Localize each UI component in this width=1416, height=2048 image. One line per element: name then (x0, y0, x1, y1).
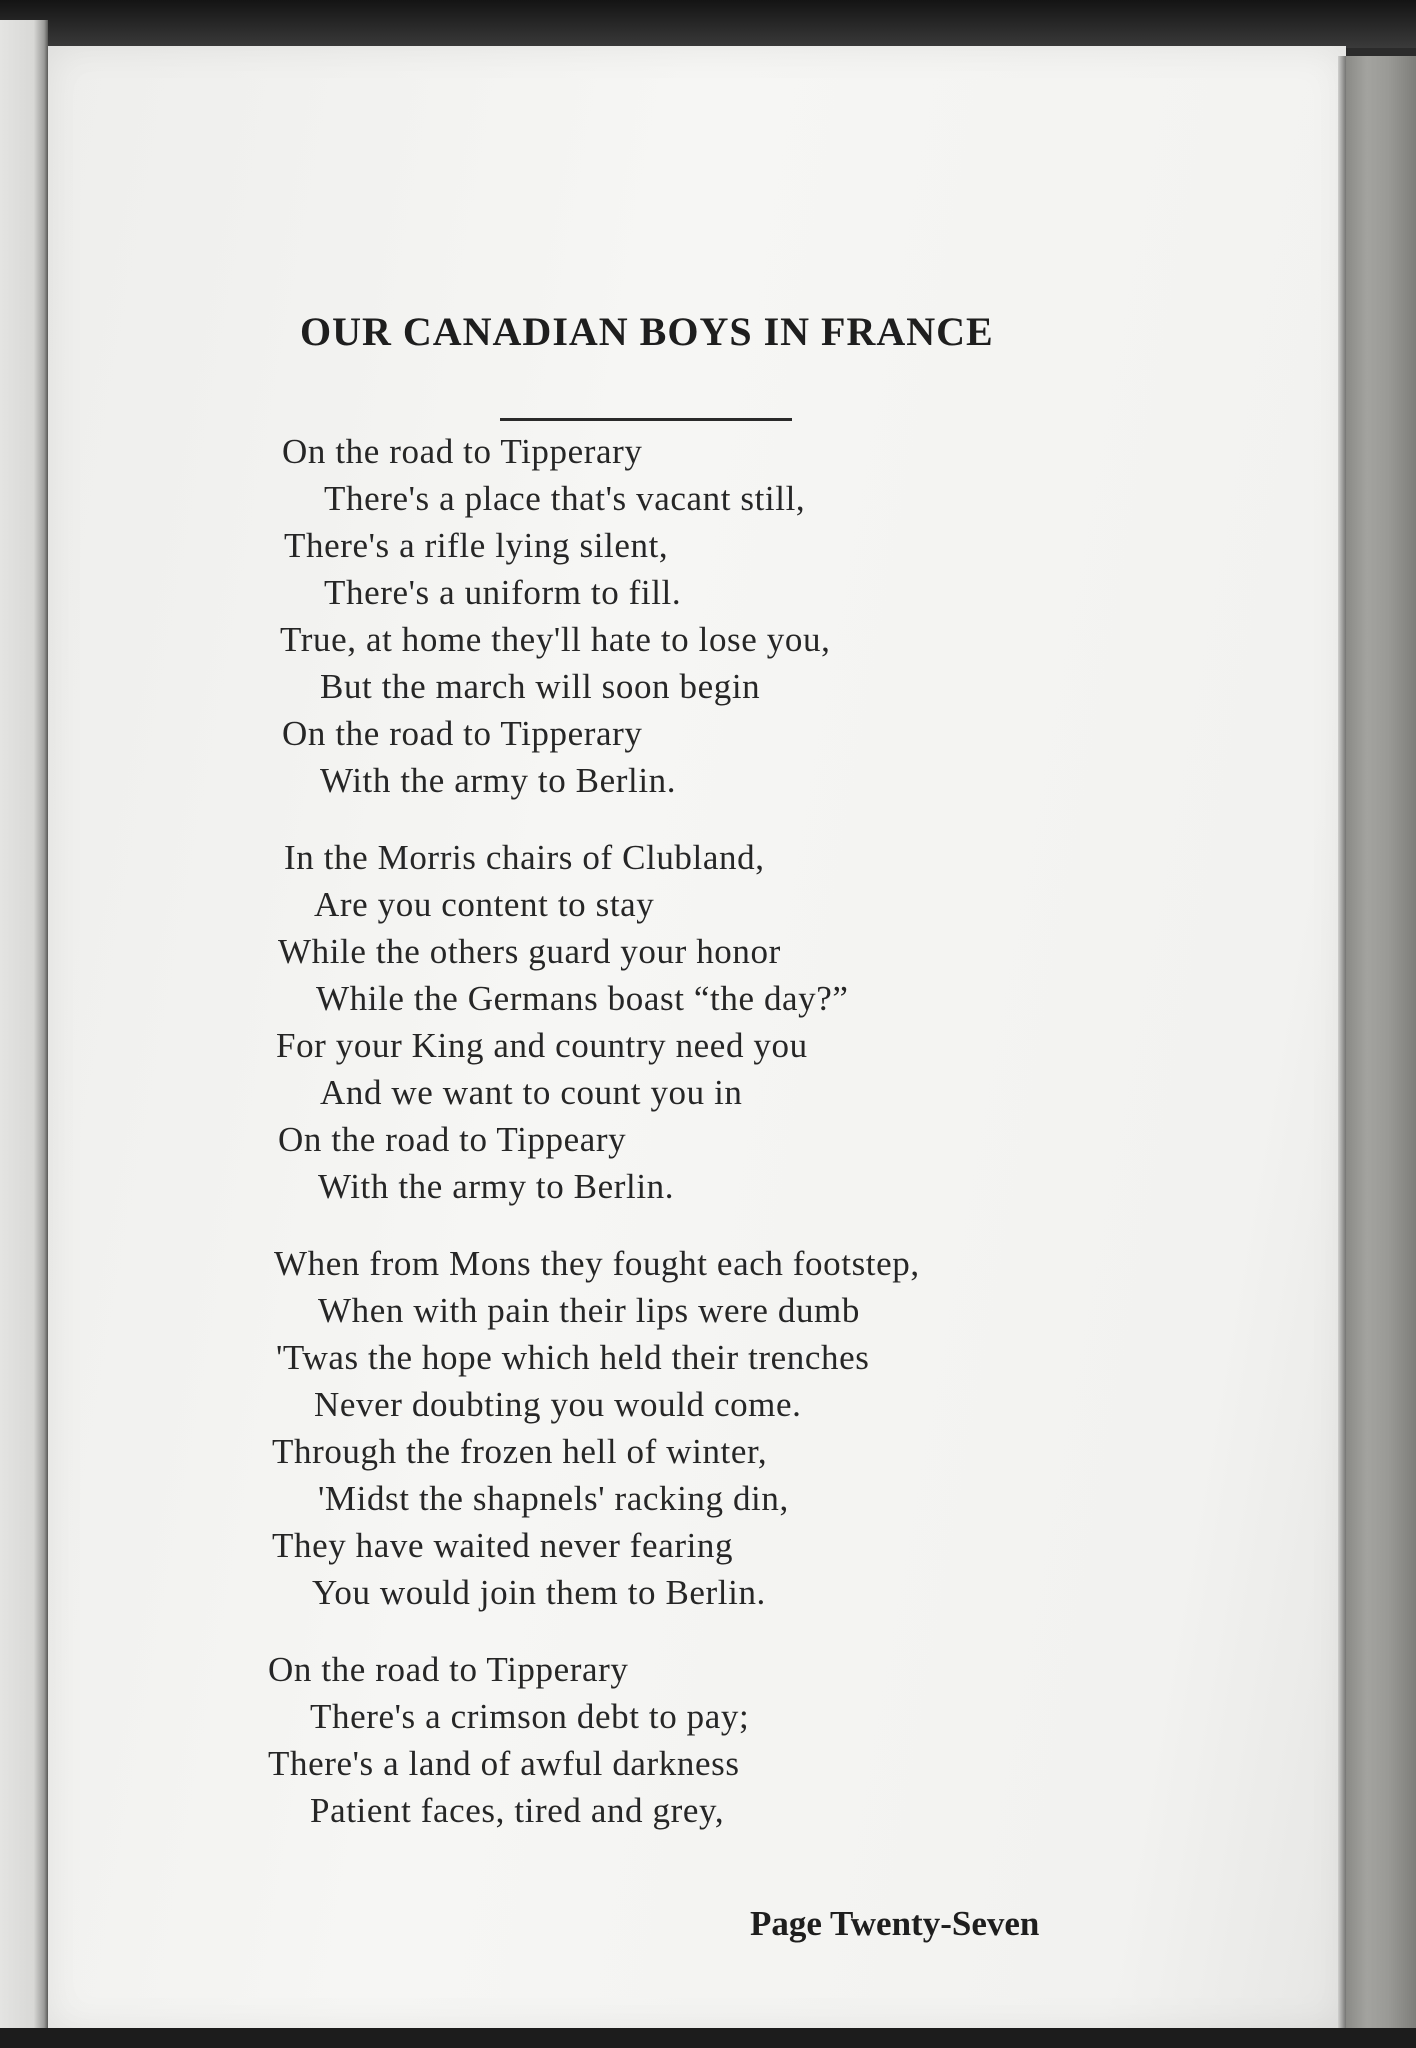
poem-line: On the road to Tippeary (278, 1120, 627, 1159)
poem-line: With the army to Berlin. (318, 1167, 675, 1206)
poem-line: For your King and country need you (276, 1026, 808, 1065)
poem-line: Never doubting you would come. (314, 1385, 802, 1424)
poem-line: There's a uniform to fill. (324, 573, 682, 612)
poem-line: When from Mons they fought each footstep, (274, 1244, 920, 1283)
poem-line: There's a land of awful darkness (268, 1744, 740, 1783)
title-rule (500, 418, 792, 421)
poem-line: There's a crimson debt to pay; (310, 1697, 750, 1736)
scan-bottom-edge (0, 2028, 1416, 2048)
poem-line: While the others guard your honor (278, 932, 781, 971)
poem-line: They have waited never fearing (272, 1526, 734, 1565)
poem-line: Through the frozen hell of winter, (272, 1432, 768, 1471)
poem-line: On the road to Tipperary (282, 432, 643, 471)
page-number: Page Twenty-Seven (750, 1904, 1040, 1943)
poem-line: And we want to count you in (320, 1073, 743, 1112)
poem-line: On the road to Tipperary (282, 714, 643, 753)
poem-line: On the road to Tipperary (268, 1650, 629, 1689)
poem-line: Are you content to stay (314, 885, 655, 924)
poem-line: Patient faces, tired and grey, (310, 1791, 725, 1830)
poem-line: 'Twas the hope which held their trenches (276, 1338, 870, 1377)
book-page (48, 46, 1346, 2030)
poem-line: There's a rifle lying silent, (284, 526, 669, 565)
poem-line: While the Germans boast “the day?” (316, 979, 849, 1018)
scan-top-edge (0, 0, 1416, 48)
poem-line: You would join them to Berlin. (312, 1573, 766, 1612)
book-cover-edge (1346, 56, 1416, 2032)
poem-line: 'Midst the shapnels' racking din, (318, 1479, 789, 1518)
facing-page-strip (0, 20, 48, 2032)
poem-line: In the Morris chairs of Clubland, (284, 838, 765, 877)
poem-title: OUR CANADIAN BOYS IN FRANCE (300, 309, 994, 354)
poem-line: There's a place that's vacant still, (324, 479, 806, 518)
poem-line: With the army to Berlin. (320, 761, 677, 800)
poem-line: But the march will soon begin (320, 667, 761, 706)
poem-line: When with pain their lips were dumb (318, 1291, 860, 1330)
poem-line: True, at home they'll hate to lose you, (280, 620, 831, 659)
